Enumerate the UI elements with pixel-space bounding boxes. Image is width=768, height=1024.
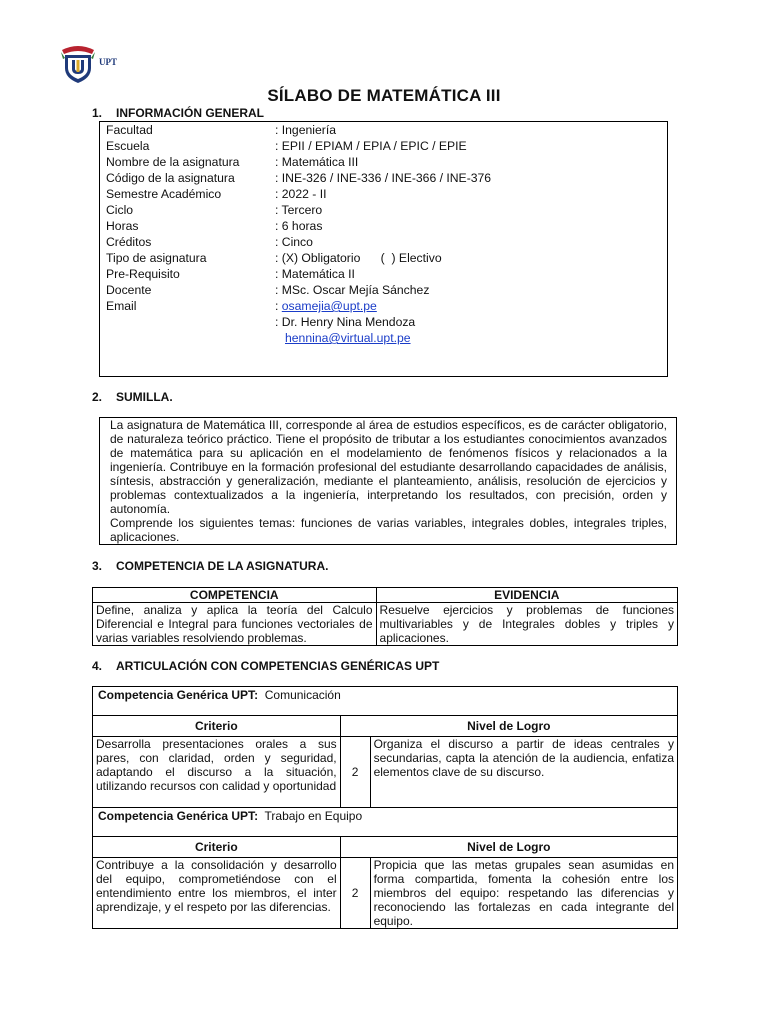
nivel-logro-header: Nivel de Logro xyxy=(340,716,677,737)
section-title: INFORMACIÓN GENERAL xyxy=(116,106,264,120)
competencia-table xyxy=(92,587,678,646)
column-header: COMPETENCIA xyxy=(93,588,377,603)
table-header-row xyxy=(93,588,678,603)
info-value: : 2022 - II xyxy=(275,187,327,201)
criterio-cell: Contribuye a la consolidación y desarrollo del equipo, comprometiéndose con el entendimiento entre los miembros, el inter aprendizaje, y el respeto por las diferencias. xyxy=(93,858,341,929)
section-number: 3. xyxy=(92,559,103,573)
info-value: : Ingeniería xyxy=(275,123,336,137)
info-label: Facultad xyxy=(106,123,153,137)
info-label: Créditos xyxy=(106,235,152,249)
info-value xyxy=(285,330,411,346)
sumilla-paragraph: Comprende los siguientes temas: funciones de varias variables, integrales dobles, integrales triples, aplicaciones. xyxy=(110,516,667,544)
column-header: EVIDENCIA xyxy=(376,588,677,603)
level-cell: 2 xyxy=(340,858,370,929)
info-label: Pre-Requisito xyxy=(106,267,180,281)
info-label: Código de la asignatura xyxy=(106,171,235,185)
evidencia-cell: Resuelve ejercicios y problemas de funciones multivariables y de Integrales dobles y triples y aplicaciones. xyxy=(376,603,677,646)
table-row xyxy=(93,737,678,808)
competencia-generica-row xyxy=(93,687,678,716)
logro-cell: Organiza el discurso a partir de ideas centrales y secundarias, capta la atención de la audiencia, enfatiza elementos clave de su discurso. xyxy=(370,737,677,808)
info-value: : Dr. Henry Nina Mendoza xyxy=(275,315,416,329)
table-row xyxy=(93,603,678,646)
info-label: Tipo de asignatura xyxy=(106,251,207,265)
sumilla-paragraph: La asignatura de Matemática III, corresponde al área de estudios específicos, es de carácter obligatorio, de naturaleza teórico práctico. Tiene el propósito de tributar a los estudiantes conocimientos avanzados de matemática para su aplicación en el modelamiento de fenómenos físicos y relacionados a la ingeniería. Contribuye en la formación profesional del estudiante desarrollando capacidades de análisis, síntesis, abstracción y generalización, mediante el planteamiento, análisis, resolución de ejercicios y problemas contextualizados a la ingeniería, interpretando los resultados, con precisión, orden y autonomía. xyxy=(110,418,667,516)
competencia-generica-row xyxy=(93,808,678,837)
document-title: SÍLABO DE MATEMÁTICA III xyxy=(267,86,501,105)
competencia-generica-name: Trabajo en Equipo xyxy=(264,809,363,823)
info-label: Docente xyxy=(106,283,152,297)
info-label: Horas xyxy=(106,219,139,233)
section-1-heading xyxy=(92,106,264,120)
nivel-logro-header: Nivel de Logro xyxy=(340,837,677,858)
upt-logo xyxy=(60,42,130,86)
logo-text: UPT xyxy=(99,57,117,67)
info-label: Escuela xyxy=(106,139,150,153)
info-value: : MSc. Oscar Mejía Sánchez xyxy=(275,283,430,297)
competencia-generica-cell: Competencia Genérica UPT: Comunicación xyxy=(93,687,678,716)
section-number: 1. xyxy=(92,106,103,120)
logro-cell: Propicia que las metas grupales sean asumidas en forma compartida, fomenta la cohesión entre los miembros del equipo: respetando las diferencias y reconociendo las fortalezas en cada integrante del equipo. xyxy=(370,858,677,929)
level-cell: 2 xyxy=(340,737,370,808)
competencia-generica-name: Comunicación xyxy=(264,688,341,702)
criterio-header: Criterio xyxy=(93,837,341,858)
criterio-header-row xyxy=(93,716,678,737)
criterio-header: Criterio xyxy=(93,716,341,737)
sumilla-box xyxy=(99,417,677,545)
section-4-heading xyxy=(92,659,439,673)
email-link-hennina[interactable]: hennina@virtual.upt.pe xyxy=(285,331,411,345)
competencia-generica-cell: Competencia Genérica UPT: Trabajo en Equipo xyxy=(93,808,678,837)
info-value: : Cinco xyxy=(275,235,313,249)
articulacion-table xyxy=(92,686,678,929)
section-title: SUMILLA. xyxy=(116,390,173,404)
info-label: Email xyxy=(106,299,137,313)
info-label: Nombre de la asignatura xyxy=(106,155,240,169)
section-title: COMPETENCIA DE LA ASIGNATURA. xyxy=(116,559,329,573)
section-2-heading xyxy=(92,390,173,404)
section-3-heading xyxy=(92,559,328,573)
email-link-osamejia[interactable]: osamejia@upt.pe xyxy=(281,299,377,313)
info-value: : EPII / EPIAM / EPIA / EPIC / EPIE xyxy=(275,139,467,153)
section-number: 2. xyxy=(92,390,103,404)
email-colon: : xyxy=(275,299,282,313)
criterio-header-row xyxy=(93,837,678,858)
section-title: ARTICULACIÓN CON COMPETENCIAS GENÉRICAS UPT xyxy=(116,659,440,673)
info-box xyxy=(99,121,668,377)
competencia-cell: Define, analiza y aplica la teoría del Calculo Diferencial e Integral para funciones vectoriales de varias variables resolviendo problemas. xyxy=(93,603,377,646)
section-number: 4. xyxy=(92,659,103,673)
info-value: : Matemática III xyxy=(275,155,359,169)
info-value: : Matemática II xyxy=(275,267,355,281)
info-value: : INE-326 / INE-336 / INE-366 / INE-376 xyxy=(275,171,492,185)
competencia-generica-label: Competencia Genérica UPT xyxy=(98,809,255,823)
university-shield-icon xyxy=(60,42,96,84)
table-row xyxy=(93,858,678,929)
info-label: Semestre Académico xyxy=(106,187,222,201)
info-value: : (X) Obligatorio ( ) Electivo xyxy=(275,251,442,265)
criterio-cell: Desarrolla presentaciones orales a sus pares, con claridad, orden y seguridad, adaptando el discurso a la situación, utilizando recursos con calidad y oportunidad xyxy=(93,737,341,808)
info-value: : 6 horas xyxy=(275,219,323,233)
info-value: : Tercero xyxy=(275,203,323,217)
info-value xyxy=(275,298,377,314)
competencia-generica-label: Competencia Genérica UPT xyxy=(98,688,255,702)
info-label: Ciclo xyxy=(106,203,134,217)
